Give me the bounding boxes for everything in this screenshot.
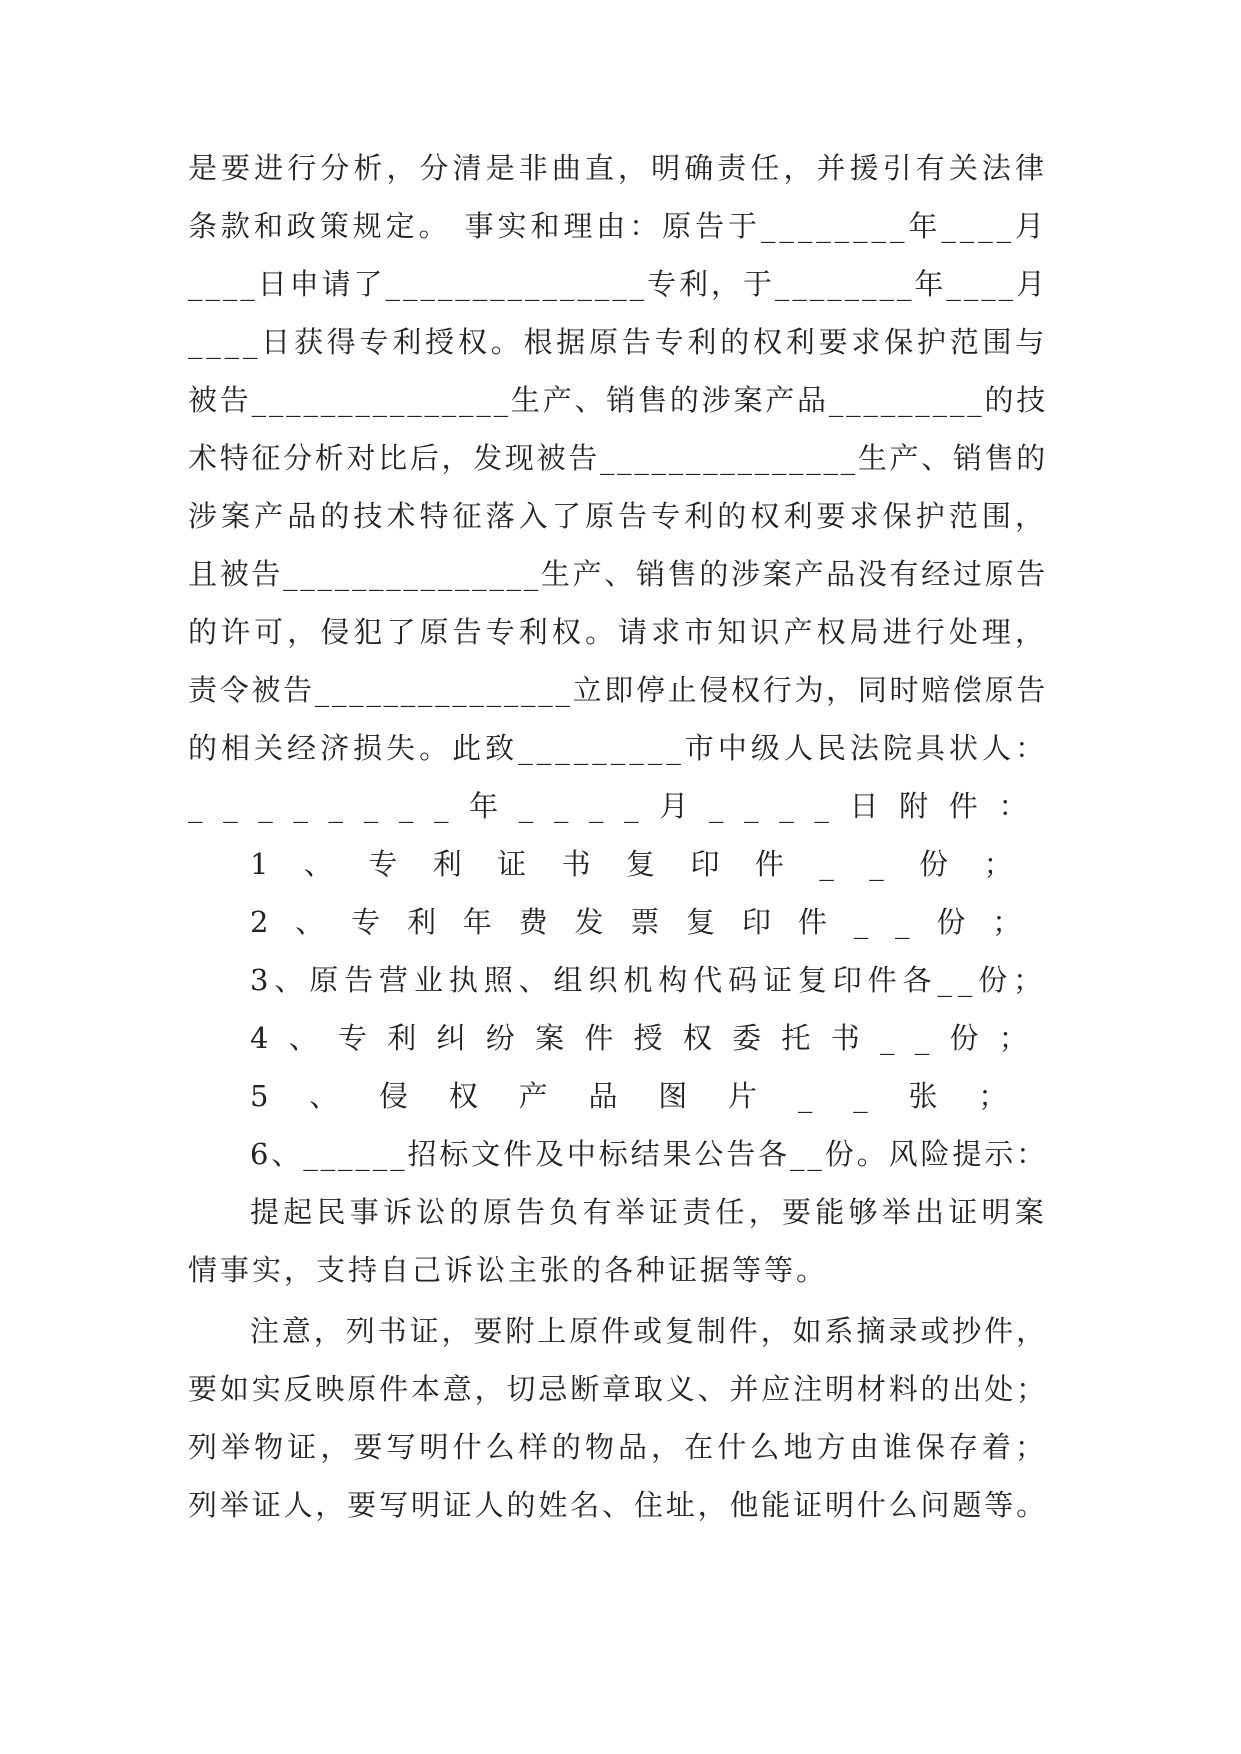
text-line: 注意，列书证，要附上原件或复制件，如系摘录或抄件， (250, 1314, 1049, 1348)
text-line: 情事实，支持自己诉讼主张的各种证据等等。 (188, 1253, 829, 1287)
text-line: 术特征分析对比后，发现被告_______________生产、销售的 (188, 441, 1048, 475)
text-line: 的许可，侵犯了原告专利权。请求市知识产权局进行处理， (188, 615, 1049, 649)
text-line: 涉案产品的技术特征落入了原告专利的权利要求保护范围， (188, 499, 1049, 533)
text-line: 条款和政策规定。 事实和理由：原告于________年____月 (188, 209, 1048, 243)
text-line: 被告_______________生产、销售的涉案产品_________的技 (188, 383, 1049, 417)
text-line: 列举物证，要写明什么样的物品，在什么地方由谁保存着； (188, 1430, 1049, 1464)
text-line: ____日获得专利授权。根据原告专利的权利要求保护范围与 (188, 325, 1049, 359)
list-item: 5、侵权产品图片__张； (250, 1079, 1049, 1113)
text-line: ________年____月____日附件： (188, 789, 1049, 823)
text-line: 责令被告_______________立即停止侵权行为，同时赔偿原告 (188, 673, 1048, 707)
text-line: 且被告_______________生产、销售的涉案产品没有经过原告 (188, 557, 1048, 591)
text-line: ____日申请了_______________专利，于________年____月 (188, 267, 1049, 301)
list-item: 2、专利年费发票复印件__份； (250, 905, 1049, 939)
list-item: 4、专利纠纷案件授权委托书__份； (250, 1021, 1049, 1055)
text-line: 的相关经济损失。此致_________市中级人民法院具状人： (188, 731, 1049, 765)
list-item: 3、原告营业执照、组织机构代码证复印件各__份； (250, 963, 1049, 997)
list-item: 6、______招标文件及中标结果公告各__份。风险提示： (250, 1137, 1048, 1171)
text-line: 提起民事诉讼的原告负有举证责任，要能够举出证明案 (250, 1195, 1049, 1229)
text-line: 要如实反映原件本意，切忌断章取义、并应注明材料的出处； (188, 1372, 1048, 1406)
list-item: 1、专利证书复印件__份； (250, 847, 1049, 881)
text-line: 是要进行分析，分清是非曲直，明确责任，并援引有关法律 (188, 151, 1049, 185)
text-line: 列举证人，要写明证人的姓名、住址，他能证明什么问题等。 (188, 1488, 1048, 1522)
